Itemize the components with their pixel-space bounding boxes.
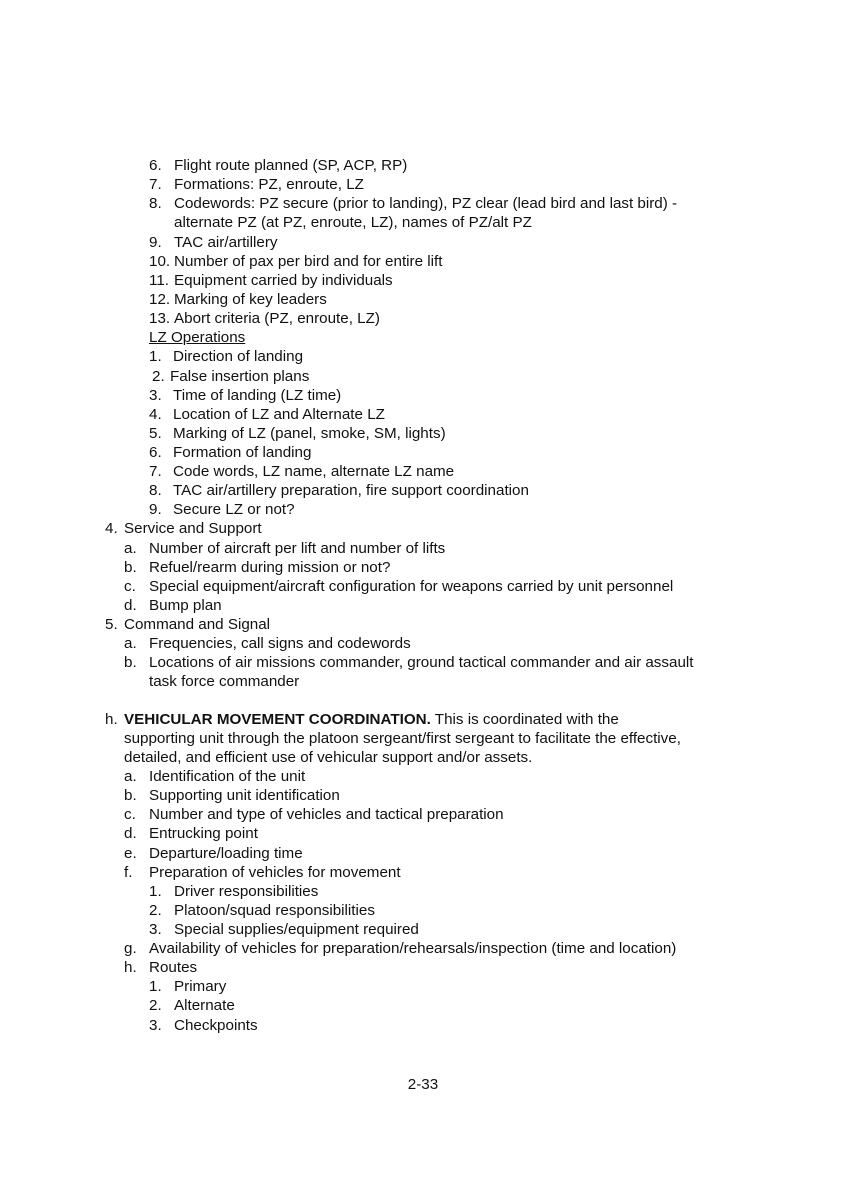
paragraph-line: supporting unit through the platoon sergeant/first sergeant to facilitate the effective,: [124, 730, 681, 747]
lz-operations-heading: LZ Operations: [149, 329, 246, 346]
paragraph-line: detailed, and efficient use of vehicular support and/or assets.: [124, 749, 533, 766]
page-number: 2-33: [407, 1076, 439, 1093]
section-heading: VEHICULAR MOVEMENT COORDINATION.: [124, 711, 431, 728]
